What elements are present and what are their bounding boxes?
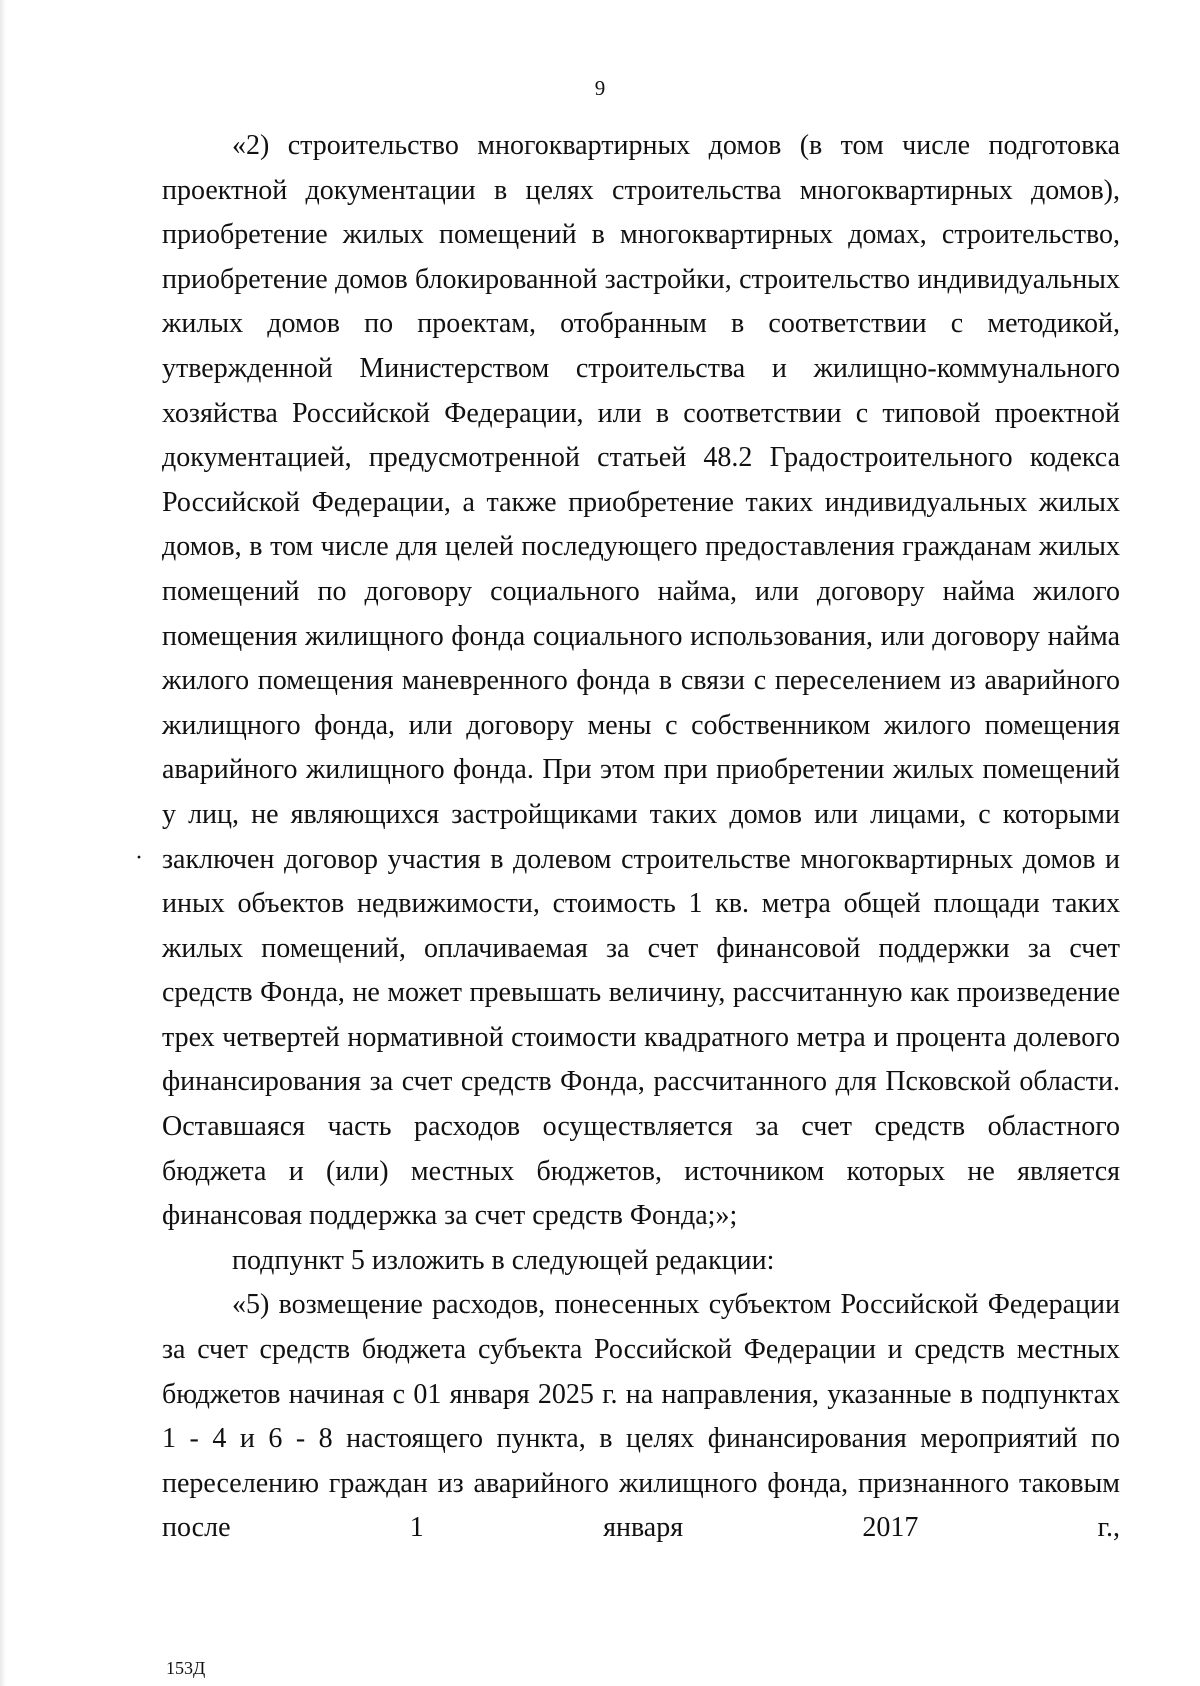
body-text xyxy=(162,124,1120,1551)
paragraph-item-2: «2) строительство многоквартирных домов (в том числе подготовка проектной документации в целях строительства многоквартирных домов), приобретение жилых помещений в многоквартирных домах, строительство, приобретение домов блокированной застройки, строительство индивидуальных жилых домов по проектам, отобранным в соответствии с методикой, утвержденной Министерством строительства и жилищно-коммунального хозяйства Российской Федерации, или в соответствии с типовой проектной документацией, предусмотренной статьей 48.2 Градостроительного кодекса Российской Федерации, а также приобретение таких индивидуальных жилых домов, в том числе для целей последующего предоставления гражданам жилых помещений по договору социального найма, или договору найма жилого помещения жилищного фонда социального использования, или договору найма жилого помещения маневренного фонда в связи с переселением из аварийного жилищного фонда, или договору мены с собственником жилого помещения аварийного жилищного фонда. При этом при приобретении жилых помещений у лиц, не являющихся застройщиками таких домов или лицами, с которыми заключен договор участия в долевом строительстве многоквартирных домов и иных объектов недвижимости, стоимость 1 кв. метра общей площади таких жилых помещений, оплачиваемая за счет финансовой поддержки за счет средств Фонда, не может превышать величину, рассчитанную как произведение трех четвертей нормативной стоимости квадратного метра и процента долевого финансирования за счет средств Фонда, рассчитанного для Псковской области. Оставшаяся часть расходов осуществляется за счет средств областного бюджета и (или) местных бюджетов, источником которых не является финансовая поддержка за счет средств Фонда;»; xyxy=(162,130,1120,1232)
document-code: 153Д xyxy=(166,1658,206,1678)
margin-mark: · xyxy=(135,845,143,871)
scan-edge xyxy=(0,0,6,1686)
page-number: 9 xyxy=(594,76,606,100)
paragraph-subitem-5-instruction: подпункт 5 изложить в следующей редакции: xyxy=(232,1244,775,1276)
paragraph-item-5: «5) возмещение расходов, понесенных субъектом Российской Федерации за счет средств бюджета субъекта Российской Федерации и средств местных бюджетов начиная с 01 января 2025 г. на направления, указанные в подпунктах 1 - 4 и 6 - 8 настоящего пункта, в целях финансирования мероприятий по переселению граждан из аварийного жилищного фонда, признанного таковым после 1 января 2017 г., xyxy=(162,1289,1120,1544)
